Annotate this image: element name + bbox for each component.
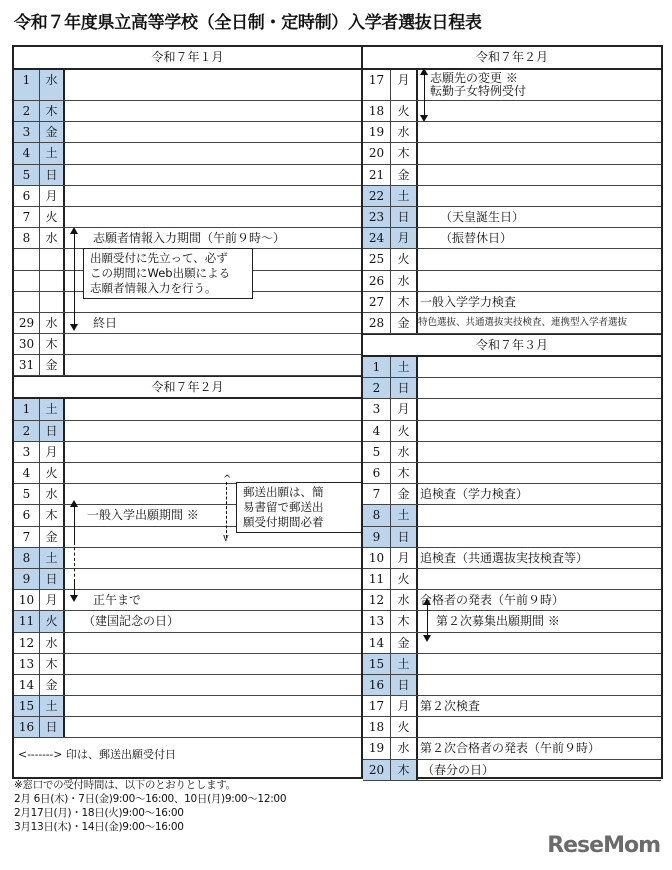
weekday-cell: 火 — [40, 207, 65, 227]
table-row — [14, 611, 361, 632]
date-cell: 15 — [14, 696, 40, 716]
event-cell — [65, 355, 361, 375]
table-row — [363, 654, 661, 675]
weekday-cell: 木 — [391, 143, 418, 163]
table-row — [363, 527, 661, 548]
table-row — [363, 122, 661, 143]
period-arrow-icon — [424, 70, 425, 120]
date-cell: 22 — [363, 186, 391, 206]
weekday-cell: 木 — [40, 101, 65, 121]
event-cell — [65, 421, 361, 441]
event-text: （振替休日） — [440, 231, 513, 246]
event-cell — [65, 228, 361, 248]
event-cell — [65, 101, 361, 121]
event-cell — [418, 611, 661, 631]
event-cell — [418, 590, 661, 610]
callout-line: この期間にWeb出願による — [90, 266, 231, 280]
weekday-cell: 日 — [40, 421, 65, 441]
weekday-cell: 土 — [40, 548, 65, 568]
table-row — [363, 463, 661, 484]
weekday-cell: 日 — [40, 165, 65, 185]
event-cell — [418, 313, 661, 333]
legend: <-------> 印は、郵送出願受付日 — [18, 748, 176, 762]
date-cell: 28 — [363, 313, 391, 333]
date-cell: 17 — [363, 696, 391, 716]
month-header-jan: 令和７年１月 — [14, 47, 361, 70]
callout-line: 郵送出願は、簡 — [243, 485, 324, 499]
date-cell: 8 — [363, 505, 391, 525]
date-cell: 11 — [14, 611, 40, 631]
right-column — [363, 47, 661, 777]
table-row — [363, 186, 661, 207]
weekday-cell: 月 — [40, 590, 65, 610]
date-cell: 23 — [363, 207, 391, 227]
weekday-cell: 土 — [391, 654, 418, 674]
date-cell: 21 — [363, 165, 391, 185]
period-arrow-icon — [74, 229, 75, 329]
weekday-cell: 日 — [40, 569, 65, 589]
date-cell: 9 — [14, 569, 40, 589]
date-cell: 10 — [14, 590, 40, 610]
weekday-cell: 土 — [391, 357, 418, 377]
date-cell: 18 — [363, 101, 391, 121]
table-row — [363, 357, 661, 378]
table-row — [14, 355, 361, 376]
table-row — [363, 70, 661, 101]
note-line: 3月13日(木)・14日(金)9:00～16:00 — [14, 821, 184, 833]
weekday-cell: 水 — [40, 633, 65, 653]
date-cell: 2 — [14, 101, 40, 121]
event-text: 終日 — [93, 315, 118, 330]
table-row — [363, 611, 661, 632]
weekday-cell: 金 — [40, 675, 65, 695]
date-cell: 7 — [14, 527, 40, 547]
weekday-cell: 金 — [40, 355, 65, 375]
table-row — [363, 738, 661, 759]
event-cell — [65, 207, 361, 227]
event-text: 一般入学学力検査 — [420, 294, 517, 309]
table-row — [363, 760, 661, 781]
date-cell: 1 — [363, 357, 391, 377]
weekday-cell: 木 — [391, 463, 418, 483]
period-arrow-icon — [74, 582, 75, 600]
weekday-cell: 日 — [391, 378, 418, 398]
table-row — [14, 101, 361, 122]
event-text: 転勤子女特例受付 — [430, 84, 527, 98]
event-text: 第２次合格者の発表（午前９時） — [420, 741, 601, 756]
notes — [14, 778, 286, 834]
weekday-cell: 木 — [391, 292, 418, 312]
date-cell: 12 — [14, 633, 40, 653]
date-cell: 15 — [363, 654, 391, 674]
date-cell: 13 — [363, 611, 391, 631]
event-cell — [418, 357, 661, 377]
table-row — [363, 442, 661, 463]
event-cell — [418, 186, 661, 206]
date-cell: 14 — [363, 633, 391, 653]
table-row — [14, 165, 361, 186]
table-row — [14, 399, 361, 420]
event-cell — [65, 717, 361, 737]
callout-line: 願受付期間必着 — [243, 515, 324, 529]
weekday-cell: 水 — [40, 484, 65, 504]
date-cell: 24 — [363, 228, 391, 248]
weekday-cell: 土 — [391, 186, 418, 206]
event-cell — [65, 313, 361, 333]
table-row — [363, 633, 661, 654]
weekday-cell: 月 — [391, 696, 418, 716]
event-cell — [65, 70, 361, 100]
event-cell — [418, 271, 661, 291]
date-cell: 16 — [14, 717, 40, 737]
table-row — [363, 421, 661, 442]
date-cell: 31 — [14, 355, 40, 375]
weekday-cell — [40, 292, 65, 312]
date-cell: 13 — [14, 654, 40, 674]
date-cell: 2 — [363, 378, 391, 398]
date-cell: 1 — [14, 70, 40, 100]
event-cell — [65, 442, 361, 462]
table-row — [363, 717, 661, 738]
table-row — [363, 207, 661, 228]
table-row — [363, 165, 661, 186]
event-cell — [65, 633, 361, 653]
weekday-cell: 木 — [40, 505, 65, 525]
date-cell: 3 — [363, 399, 391, 419]
note-line: ※窓口での受付時間は、以下のとおりとします。 — [14, 779, 236, 791]
weekday-cell: 金 — [40, 527, 65, 547]
date-cell: 14 — [14, 675, 40, 695]
date-cell: 5 — [14, 484, 40, 504]
table-row — [363, 378, 661, 399]
table-row — [363, 399, 661, 420]
date-cell: 3 — [14, 122, 40, 142]
weekday-cell: 月 — [391, 548, 418, 568]
weekday-cell: 月 — [40, 442, 65, 462]
weekday-cell: 木 — [40, 334, 65, 354]
date-cell: 6 — [363, 463, 391, 483]
weekday-cell: 火 — [391, 569, 418, 589]
callout-line: 志願者情報入力を行う。 — [90, 281, 217, 295]
weekday-cell: 火 — [391, 717, 418, 737]
table-row — [363, 696, 661, 717]
table-row — [14, 421, 361, 442]
date-cell: 19 — [363, 738, 391, 758]
month-header-feb: 令和７年２月 — [14, 376, 361, 399]
weekday-cell: 水 — [391, 122, 418, 142]
weekday-cell — [40, 249, 65, 269]
table-row — [14, 654, 361, 675]
table-row — [14, 696, 361, 717]
event-cell — [418, 548, 661, 568]
date-cell: 29 — [14, 313, 40, 333]
weekday-cell: 金 — [391, 633, 418, 653]
weekday-cell: 日 — [40, 717, 65, 737]
date-cell: 19 — [363, 122, 391, 142]
date-cell: 6 — [14, 505, 40, 525]
weekday-cell: 土 — [391, 505, 418, 525]
weekday-cell: 土 — [40, 143, 65, 163]
event-cell — [418, 463, 661, 483]
date-cell: 2 — [14, 421, 40, 441]
table-row — [14, 442, 361, 463]
weekday-cell: 土 — [40, 399, 65, 419]
date-cell: 4 — [363, 421, 391, 441]
period-arrow-icon — [427, 600, 428, 640]
month-header-mar: 令和７年３月 — [363, 334, 661, 357]
event-cell — [418, 633, 661, 653]
table-row — [363, 292, 661, 313]
event-cell — [65, 186, 361, 206]
table-row — [14, 590, 361, 611]
web-callout — [83, 248, 253, 299]
table-row — [14, 313, 361, 334]
mail-callout — [236, 482, 362, 533]
event-text: 志願者情報入力期間（午前９時～） — [93, 231, 286, 246]
month-header-feb: 令和７年２月 — [363, 47, 661, 70]
table-row — [363, 249, 661, 270]
mail-arrow-icon — [74, 542, 75, 582]
table-row — [363, 101, 661, 122]
event-cell — [65, 399, 361, 419]
weekday-cell: 金 — [40, 122, 65, 142]
event-cell — [418, 249, 661, 269]
event-text: 第２次募集出願期間 ※ — [436, 614, 560, 629]
weekday-cell: 水 — [391, 442, 418, 462]
period-arrow-icon — [74, 502, 75, 542]
date-cell: 30 — [14, 334, 40, 354]
date-cell: 5 — [14, 165, 40, 185]
date-cell: 8 — [14, 228, 40, 248]
schedule-table — [12, 45, 663, 779]
date-cell: 18 — [363, 717, 391, 737]
date-cell — [14, 249, 40, 269]
event-cell — [418, 70, 661, 100]
table-row — [363, 548, 661, 569]
weekday-cell: 月 — [391, 70, 418, 100]
date-cell: 12 — [363, 590, 391, 610]
event-text: 追検査（学力検査） — [420, 487, 529, 502]
event-cell — [418, 292, 661, 312]
event-cell — [418, 569, 661, 589]
event-cell — [65, 143, 361, 163]
event-cell — [65, 569, 361, 589]
weekday-cell: 日 — [391, 527, 418, 547]
event-text: 特色選抜、共通選抜実技検査、連携型入学者選抜 — [418, 316, 628, 328]
weekday-cell — [40, 271, 65, 291]
table-row — [363, 484, 661, 505]
weekday-cell: 月 — [40, 186, 65, 206]
event-cell — [418, 442, 661, 462]
table-row — [14, 675, 361, 696]
table-row — [14, 633, 361, 654]
note-line: 2月 6日(木)・7日(金)9:00～16:00、10日(月)9:00～12:00 — [14, 793, 287, 805]
table-row — [14, 463, 361, 484]
table-row — [363, 569, 661, 590]
weekday-cell: 木 — [391, 611, 418, 631]
table-row — [14, 207, 361, 228]
date-cell: 11 — [363, 569, 391, 589]
event-cell — [418, 378, 661, 398]
weekday-cell: 火 — [40, 611, 65, 631]
date-cell: 25 — [363, 249, 391, 269]
event-cell — [418, 122, 661, 142]
left-column — [14, 47, 363, 777]
event-text: （天皇誕生日） — [440, 209, 525, 224]
note-line: 2月17日(月)・18日(火)9:00～16:00 — [14, 807, 184, 819]
event-cell — [418, 207, 661, 227]
event-text: 一般入学出願期間 ※ — [87, 508, 199, 523]
event-cell — [65, 611, 361, 631]
callout-line: 易書留で郵送出 — [243, 500, 324, 514]
table-row — [14, 122, 361, 143]
date-cell: 4 — [14, 463, 40, 483]
weekday-cell: 日 — [391, 207, 418, 227]
table-row — [363, 675, 661, 696]
mail-arrow-icon — [226, 482, 227, 538]
table-row — [363, 505, 661, 526]
event-text: 合格者の発表（午前９時） — [420, 593, 565, 608]
date-cell: 20 — [363, 143, 391, 163]
date-cell: 7 — [14, 207, 40, 227]
event-cell — [418, 527, 661, 547]
date-cell: 26 — [363, 271, 391, 291]
weekday-cell: 火 — [40, 463, 65, 483]
event-cell — [418, 738, 661, 758]
table-row — [14, 334, 361, 355]
page-title: 令和７年度県立高等学校（全日制・定時制）入学者選抜日程表 — [14, 13, 482, 33]
event-cell — [65, 675, 361, 695]
weekday-cell: 火 — [391, 421, 418, 441]
table-row — [14, 569, 361, 590]
weekday-cell: 木 — [391, 760, 418, 780]
date-cell: 1 — [14, 399, 40, 419]
event-cell — [418, 675, 661, 695]
resemom-logo: ReseMom — [547, 833, 660, 858]
event-text: （春分の日） — [422, 762, 495, 777]
weekday-cell: 水 — [391, 590, 418, 610]
date-cell: 6 — [14, 186, 40, 206]
date-cell: 17 — [363, 70, 391, 100]
table-row — [14, 143, 361, 164]
weekday-cell: 月 — [391, 399, 418, 419]
date-cell: 9 — [363, 527, 391, 547]
weekday-cell: 日 — [391, 675, 418, 695]
date-cell: 8 — [14, 548, 40, 568]
date-cell — [14, 292, 40, 312]
event-cell — [418, 484, 661, 504]
event-cell — [65, 463, 361, 483]
callout-line: 出願受付に先立って、必ず — [90, 251, 228, 265]
weekday-cell: 木 — [40, 654, 65, 674]
event-cell — [418, 505, 661, 525]
event-cell — [65, 654, 361, 674]
event-cell — [418, 421, 661, 441]
table-row — [363, 143, 661, 164]
table-row — [14, 548, 361, 569]
event-text: 正午まで — [93, 593, 142, 608]
table-row — [363, 228, 661, 249]
event-cell — [418, 717, 661, 737]
table-row — [363, 313, 661, 334]
event-cell — [65, 590, 361, 610]
weekday-cell: 月 — [391, 228, 418, 248]
date-cell — [14, 271, 40, 291]
date-cell: 16 — [363, 675, 391, 695]
event-cell — [418, 143, 661, 163]
event-text: 志願先の変更 ※ — [430, 71, 518, 85]
table-row — [14, 70, 361, 101]
weekday-cell: 水 — [40, 228, 65, 248]
event-cell — [65, 122, 361, 142]
table-row — [14, 186, 361, 207]
date-cell: 4 — [14, 143, 40, 163]
table-row — [14, 228, 361, 249]
weekday-cell: 火 — [391, 249, 418, 269]
table-row — [14, 717, 361, 738]
weekday-cell: 金 — [391, 313, 418, 333]
date-cell: 27 — [363, 292, 391, 312]
date-cell: 20 — [363, 760, 391, 780]
date-cell: 3 — [14, 442, 40, 462]
weekday-cell: 水 — [391, 271, 418, 291]
event-cell — [418, 165, 661, 185]
event-cell — [65, 548, 361, 568]
event-cell — [418, 696, 661, 716]
weekday-cell: 火 — [391, 101, 418, 121]
event-text: （建国記念の日） — [83, 614, 180, 629]
event-cell — [418, 760, 661, 780]
event-text: 第２次検査 — [420, 699, 481, 714]
event-text: 追検査（共通選抜実技検査等） — [420, 550, 589, 565]
event-cell — [418, 654, 661, 674]
weekday-cell: 水 — [391, 738, 418, 758]
weekday-cell: 水 — [40, 313, 65, 333]
date-cell: 7 — [363, 484, 391, 504]
weekday-cell: 水 — [40, 70, 65, 100]
event-cell — [418, 399, 661, 419]
table-row — [363, 590, 661, 611]
date-cell: 10 — [363, 548, 391, 568]
table-row — [363, 271, 661, 292]
weekday-cell: 土 — [40, 696, 65, 716]
event-cell — [65, 334, 361, 354]
event-cell — [418, 101, 661, 121]
weekday-cell: 金 — [391, 165, 418, 185]
event-cell — [65, 696, 361, 716]
date-cell: 5 — [363, 442, 391, 462]
event-cell — [418, 228, 661, 248]
weekday-cell: 金 — [391, 484, 418, 504]
event-cell — [65, 165, 361, 185]
